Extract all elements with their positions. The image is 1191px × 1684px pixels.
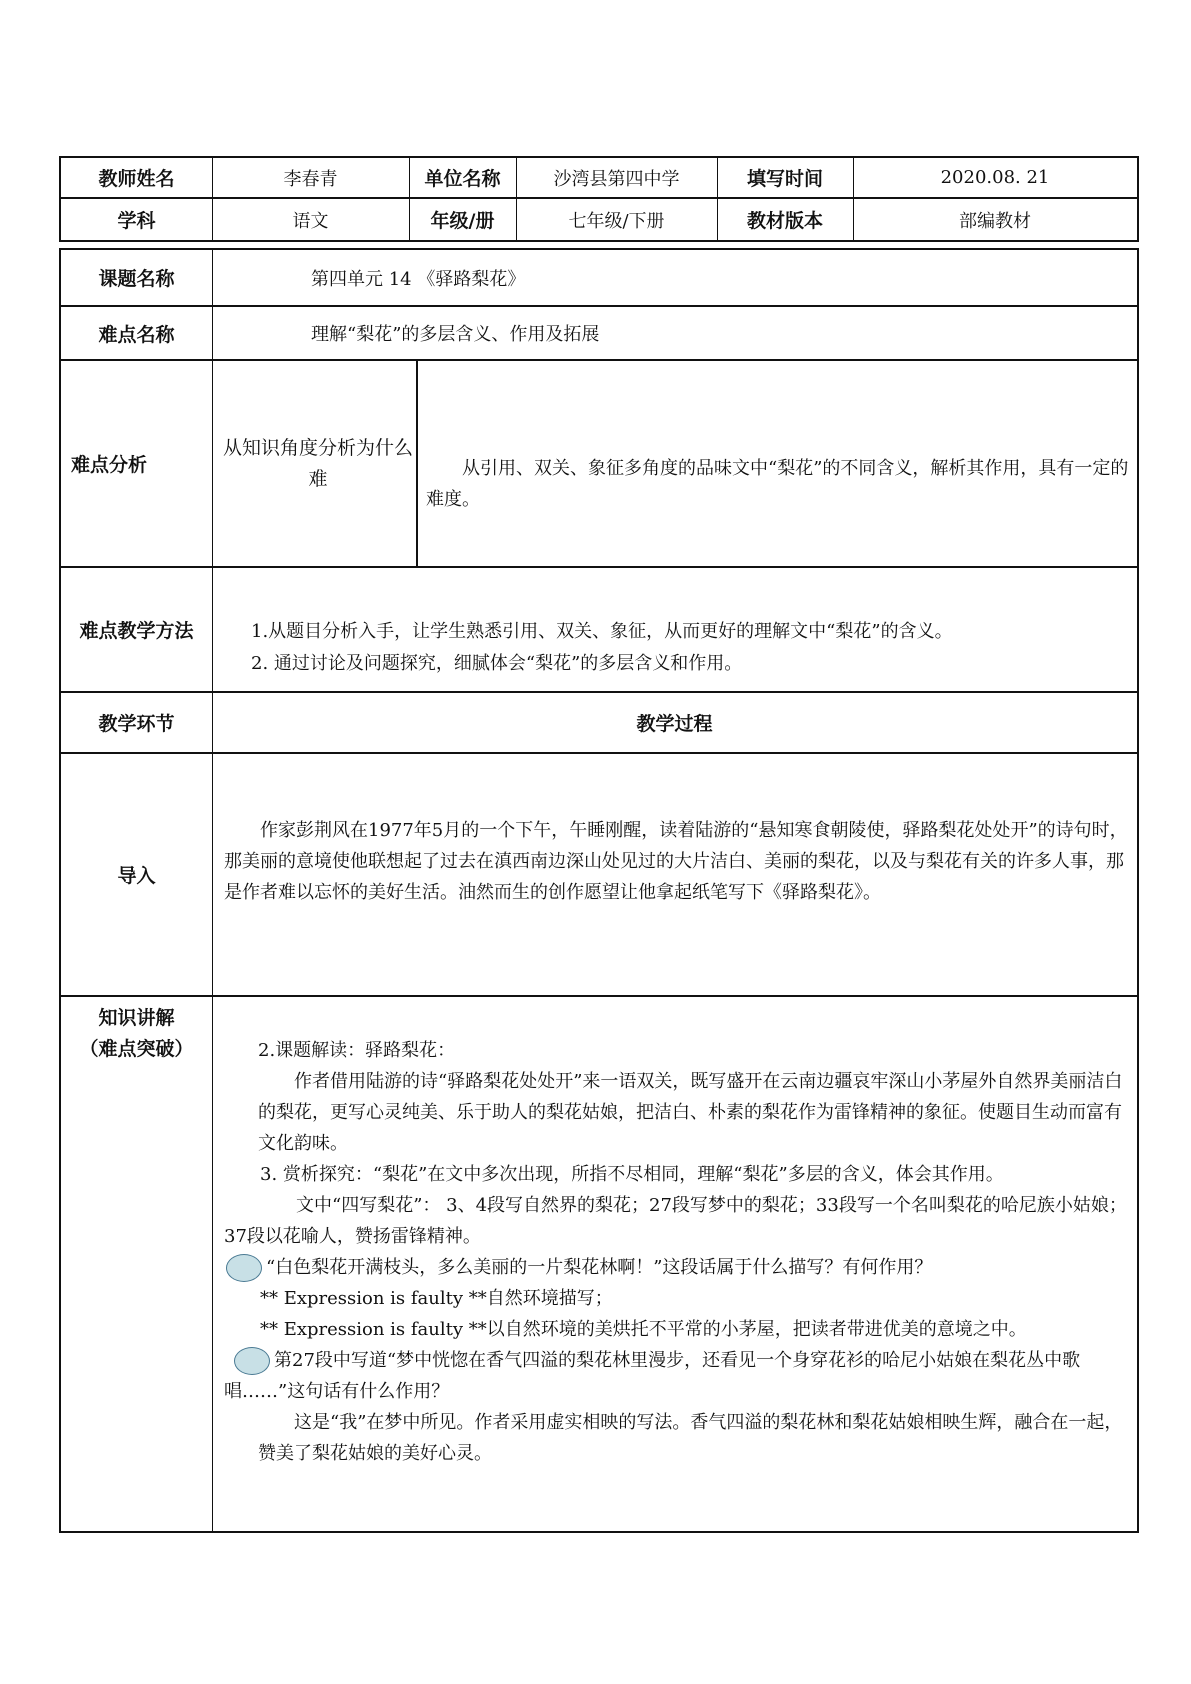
- difficulty-row: [59, 305, 1139, 361]
- method-row: [59, 566, 1139, 693]
- knowledge-row: [59, 995, 1139, 1533]
- oval-marker-icon: [234, 1347, 270, 1375]
- intro-row: [59, 752, 1139, 997]
- knowledge-label-line2: （难点突破）: [79, 1038, 194, 1060]
- knowledge-a2: ** Expression is faulty **以自然环境的美烘托不平常的小茅屋，把读者带进优美的意境之中。: [260, 1319, 1027, 1340]
- process-header-row: [59, 691, 1139, 754]
- intro-text: 作家彭荆风在1977年5月的一个下午，午睡刚醒，读着陆游的“悬知寒食朝陵使，驿路梨花处处开”的诗句时，那美丽的意境使他联想起了过去在滇西南边深山处见过的大片洁白、美丽的梨花，以及与梨花有关的许多人事，那是作者难以忘怀的美好生活。油然而生的创作愿望让他拿起纸笔写下《驿路梨花》。: [224, 820, 1128, 903]
- analysis-text: 从引用、双关、象征多角度的品味文中“梨花”的不同含义，解析其作用，具有一定的难度。: [426, 458, 1129, 510]
- method-label: 难点教学方法: [79, 620, 194, 642]
- knowledge-a3: 这是“我”在梦中所见。作者采用虚实相映的写法。香气四溢的梨花林和梨花姑娘相映生辉，融合在一起，赞美了梨花姑娘的美好心灵。: [258, 1412, 1123, 1464]
- knowledge-p4: 文中“四写梨花”： 3、4段写自然界的梨花；27段写梦中的梨花；33段写一个名叫梨花的哈尼族小姑娘；37段以花喻人，赞扬雷锋精神。: [224, 1195, 1127, 1247]
- knowledge-p2: 作者借用陆游的诗“驿路梨花处处开”来一语双关，既写盛开在云南边疆哀牢深山小茅屋外自然界美丽洁白的梨花，更写心灵纯美、乐于助人的梨花姑娘，把洁白、朴素的梨花作为雷锋精神的象征。使题目生动而富有文化韵味。: [258, 1071, 1123, 1154]
- difficulty-label: 难点名称: [98, 323, 175, 346]
- date-value: 2020.08. 21: [940, 167, 1050, 188]
- date-label: 填写时间: [746, 168, 823, 190]
- knowledge-body: [224, 1035, 1130, 1469]
- header-row-1: [59, 156, 1139, 199]
- knowledge-q2-line: [224, 1345, 1130, 1407]
- method-list: [251, 616, 1131, 680]
- subject-value: 语文: [292, 210, 329, 232]
- difficulty-value: 理解“梨花”的多层含义、作用及拓展: [311, 324, 600, 345]
- topic-label: 课题名称: [98, 268, 175, 290]
- grade-label: 年级/册: [430, 210, 495, 232]
- method-item-2: 2. 通过讨论及问题探究，细腻体会“梨花”的多层含义和作用。: [251, 653, 743, 674]
- teacher-label: 教师姓名: [98, 168, 175, 190]
- edition-value: 部编教材: [959, 210, 1031, 232]
- unit-label: 单位名称: [424, 168, 501, 190]
- grade-value: 七年级/下册: [568, 210, 665, 232]
- intro-label: 导入: [117, 865, 156, 887]
- topic-value: 第四单元 14 《驿路梨花》: [311, 268, 526, 290]
- knowledge-p1: 2.课题解读：驿路梨花：: [258, 1040, 456, 1061]
- unit-name: 沙湾县第四中学: [553, 168, 680, 190]
- knowledge-label: [61, 1003, 212, 1065]
- header-row-2: [59, 197, 1139, 242]
- method-item-1: 1.从题目分析入手，让学生熟悉引用、双关、象征，从而更好的理解文中“梨花”的含义。: [251, 621, 953, 642]
- analysis-label: 难点分析: [71, 454, 148, 476]
- process-stage-label: 教学环节: [98, 713, 175, 735]
- knowledge-a1: ** Expression is faulty **自然环境描写；: [260, 1288, 613, 1309]
- knowledge-q1: “白色梨花开满枝头，多么美丽的一片梨花林啊！”这段话属于什么描写？有何作用？: [266, 1257, 933, 1278]
- subject-label: 学科: [117, 210, 156, 232]
- teacher-name: 李春青: [283, 168, 338, 190]
- knowledge-q2: 第27段中写道“梦中恍惚在香气四溢的梨花林里漫步，还看见一个身穿花衫的哈尼小姑娘在梨花丛中歌唱……”这句话有什么作用？: [224, 1350, 1081, 1402]
- topic-row: [59, 248, 1139, 307]
- edition-label: 教材版本: [746, 210, 823, 232]
- knowledge-label-line1: 知识讲解: [98, 1007, 175, 1029]
- knowledge-q1-line: [224, 1252, 1130, 1283]
- analysis-row: [59, 359, 1139, 568]
- process-title: 教学过程: [636, 713, 713, 735]
- oval-marker-icon: [226, 1254, 262, 1282]
- analysis-sub-label: 从知识角度分析为什么难: [223, 436, 414, 490]
- knowledge-p3: 3. 赏析探究：“梨花”在文中多次出现，所指不尽相同，理解“梨花”多层的含义，体会其作用。: [260, 1164, 1004, 1185]
